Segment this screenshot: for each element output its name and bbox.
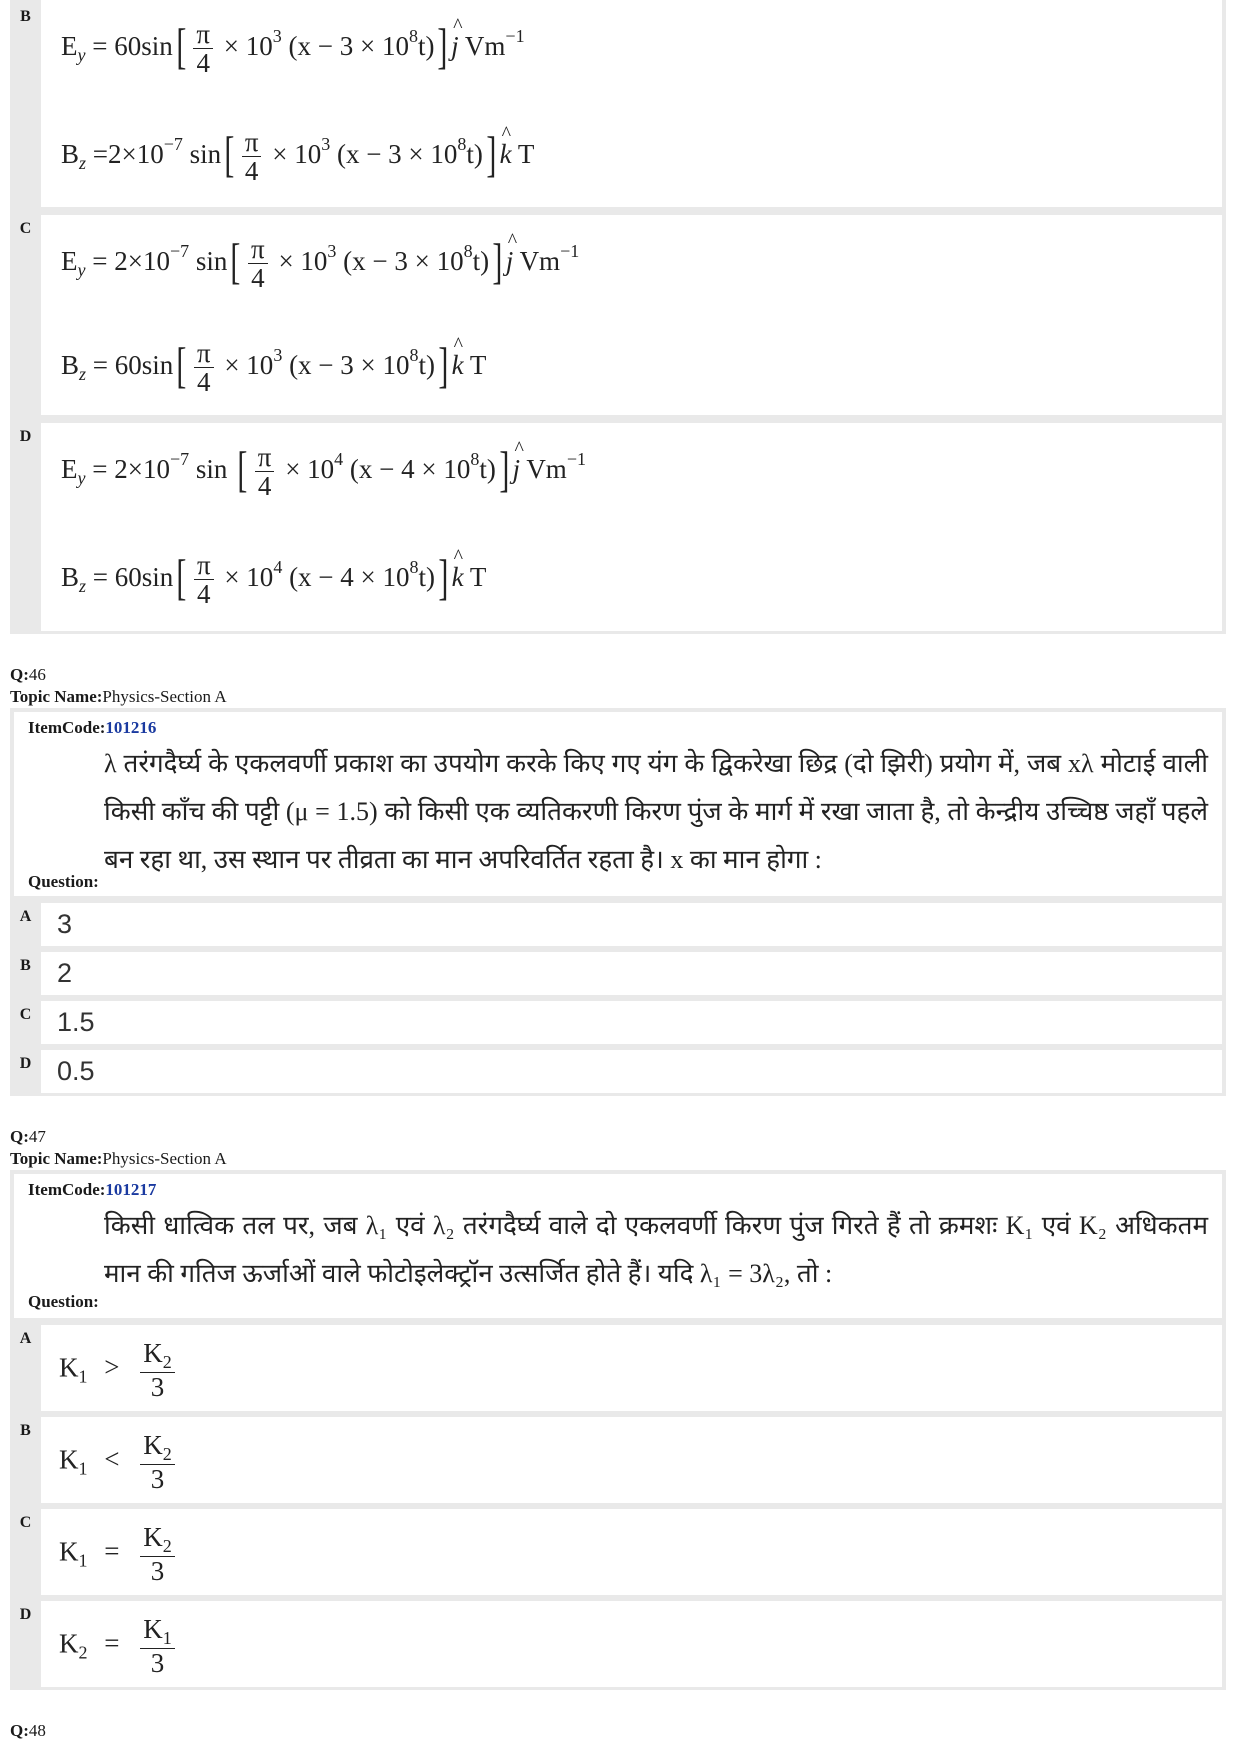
question-header-46: Q:46 Topic Name:Physics-Section A [10,665,227,706]
q47-option-c[interactable]: C $K_1$ = $\frac{K_2}{3}$ [10,1506,1226,1598]
relation: $K_1$ > $\frac{K_2}{3}$ [59,1339,179,1401]
question-number: 46 [28,665,46,684]
question-text: किसी धात्विक तल पर, जब λ₁ एवं λ₂ तरंगदैर्घ्य वाले दो एकलवर्णी किरण पुंज गिरते हैं तो क्रमशः K₁ एवं K₂ अधिकतम मान की गतिज ऊर्जाओं वाले फोटोइलेक्ट्रॉन उत्सर्जित होते हैं। यदि λ₁ = 3λ₂, तो : [104,1211,1208,1288]
topic-name: Physics-Section A [102,687,227,706]
item-code: ItemCode:101217 [28,1180,157,1199]
question-header-48: Q:48 [10,1721,46,1740]
q46-option-d[interactable]: D 0.5 [10,1047,1226,1096]
option-letter: D [19,428,32,445]
equation-b-field: $B_z = 60\sin$[ $\frac{\pi}{4}$ × $10^4$ $(x - 4 \times 10^8t)]\^{}$ k T [61,551,486,609]
q46-option-b[interactable]: B 2 [10,949,1226,998]
unit-vector-j: ^ j [506,246,514,277]
q45-option-c[interactable] [10,212,1226,418]
question-box-47 [10,1170,1226,1322]
equation-e-field: $E_y = 2\times 10^{-7}$ sin[ $\frac{\pi}{4}$ × $10^3$ $(x - 3 \times 10^8t)]\^{}$ j $Vm^{-1}$ [61,235,579,293]
item-code: ItemCode:101216 [28,718,157,737]
q47-option-b[interactable]: B $K_1$ < $\frac{K_2}{3}$ [10,1414,1226,1506]
question-number: 47 [28,1127,46,1146]
q45-option-b[interactable] [10,0,1226,210]
option-letter: C [19,220,32,237]
equation-e-field: $E_y = 2\times 10^{-7}$ sin [ $\frac{\pi}{4}$ × $10^4$ $(x - 4 \times 10^8t)]\^{}$ j $Vm^{-1}$ [61,443,586,501]
question-number: 48 [28,1721,46,1740]
option-content [41,215,1222,415]
unit-vector-k: ^ k [452,350,464,381]
option-content [41,423,1222,631]
equation-b-field: $B_z = 60\sin$[ $\frac{\pi}{4}$ × $10^3$ $(x - 3 \times 10^8t)]\^{}$ k T [61,339,486,397]
q45-options [10,0,1226,634]
question-label: Question: [28,1292,99,1311]
option-letter: B [20,8,31,25]
topic-name: Physics-Section A [102,1149,227,1168]
option-content [41,0,1222,207]
unit-vector-j: ^ j [513,454,521,485]
question-label: Question: [28,872,99,891]
question-box-46 [10,708,1226,900]
unit-vector-k: ^ k [452,562,464,593]
relation: $K_1$ < $\frac{K_2}{3}$ [59,1431,179,1493]
q46-option-c[interactable]: C 1.5 [10,998,1226,1047]
q45-option-d[interactable] [10,420,1226,634]
q46-option-a[interactable]: A 3 [10,900,1226,949]
q47-option-d[interactable]: D $K_2$ = $\frac{K_1}{3}$ [10,1598,1226,1690]
equation-b-field: $B_z =2\times 10^{-7}$ sin[ $\frac{\pi}{4}$ × $10^3$ $(x - 3 \times 10^8t)]\^{}$ k T [61,128,534,186]
relation: $K_1$ = $\frac{K_2}{3}$ [59,1523,179,1585]
question-text: λ तरंगदैर्घ्य के एकलवर्णी प्रकाश का उपयोग करके किए गए यंग के द्विकरेखा छिद्र (दो झिरी) प्रयोग में, जब xλ मोटाई वाली किसी काँच की पट्टी (μ = 1.5) को किसी एक व्यतिकरणी किरण पुंज के मार्ग में रखा जाता है, तो केन्द्रीय उच्चिष्ठ जहाँ पहले बन रहा था, उस स्थान पर तीव्रता का मान अपरिवर्तित रहता है। x का मान होगा : [104,749,1208,874]
question-header-47: Q:47 Topic Name:Physics-Section A [10,1127,227,1168]
q47-option-a[interactable]: A $K_1$ > $\frac{K_2}{3}$ [10,1322,1226,1414]
relation: $K_2$ = $\frac{K_1}{3}$ [59,1615,179,1677]
unit-vector-j: ^ j [451,31,459,62]
equation-e-field: $E_y = 60\sin$[ $\frac{\pi}{4}$ × $10^3$ $(x - 3 \times 10^8t)]\^{}$ j $Vm^{-1}$ [61,20,525,78]
unit-vector-k: ^ k [500,139,512,170]
q46-options [10,900,1226,1096]
q47-options [10,1322,1226,1690]
